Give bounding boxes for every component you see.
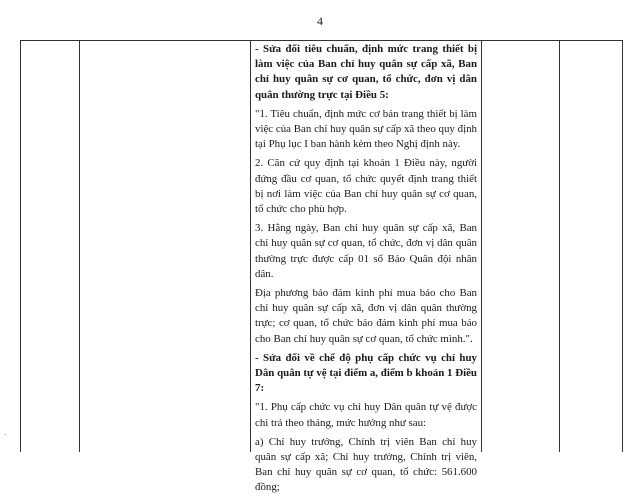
heading-amend-article-7: - Sửa đổi về chế độ phụ cấp chức vụ chỉ huy Dân quân tự vệ tại điểm a, điểm b khoản 1 Điều 7: [255,351,477,395]
column-divider-1 [79,41,80,452]
column-divider-4 [559,41,560,452]
paragraph-newspaper-funding: Địa phương bảo đảm kinh phí mua báo cho Ban chỉ huy quân sự cấp xã, đơn vị dân quân thường trực; cơ quan, tổ chức bảo đảm kinh phí mua báo cho Ban chỉ huy quân sự cơ quan, tổ chức mình.". [255,287,477,345]
paragraph-allowance-point-a: a) Chỉ huy trưởng, Chính trị viên Ban chỉ huy quân sự cấp xã; Chỉ huy trưởng, Chính trị viên, Ban chỉ huy quân sự cơ quan, tổ chức: 561.600 đồng; [255,435,477,494]
column-divider-3 [481,41,482,452]
margin-mark: - [4,430,7,439]
paragraph-allowance-intro: "1. Phụ cấp chức vụ chỉ huy Dân quân tự vệ được chi trả theo tháng, mức hưởng như sau: [255,401,477,429]
amendment-content-cell [255,42,477,500]
page-number: 4 [317,14,323,28]
column-divider-2 [250,41,251,452]
heading-amend-article-5: - Sửa đổi tiêu chuẩn, định mức trang thiết bị làm việc của Ban chỉ huy quân sự cấp xã, Ban chỉ huy quân sự cơ quan, tổ chức, đơn vị dân quân thường trực tại Điều 5: [255,43,477,101]
paragraph-clause-2: 2. Căn cứ quy định tại khoản 1 Điều này, người đứng đầu cơ quan, tổ chức quyết định trang thiết bị nơi làm việc của Ban chỉ huy quân sự cơ quan, tổ chức cho phù hợp. [255,157,477,216]
paragraph-clause-3: 3. Hằng ngày, Ban chỉ huy quân sự cấp xã, Ban chỉ huy quân sự cơ quan, tổ chức, đơn vị dân quân thường trực được cấp 01 số Báo Quân đội nhân dân. [255,222,477,280]
document-table [20,40,623,494]
paragraph-clause-1: "1. Tiêu chuẩn, định mức cơ bản trang thiết bị làm việc của Ban chỉ huy quân sự cấp xã theo quy định tại Phụ lục I ban hành kèm theo Nghị định này. [255,107,477,151]
